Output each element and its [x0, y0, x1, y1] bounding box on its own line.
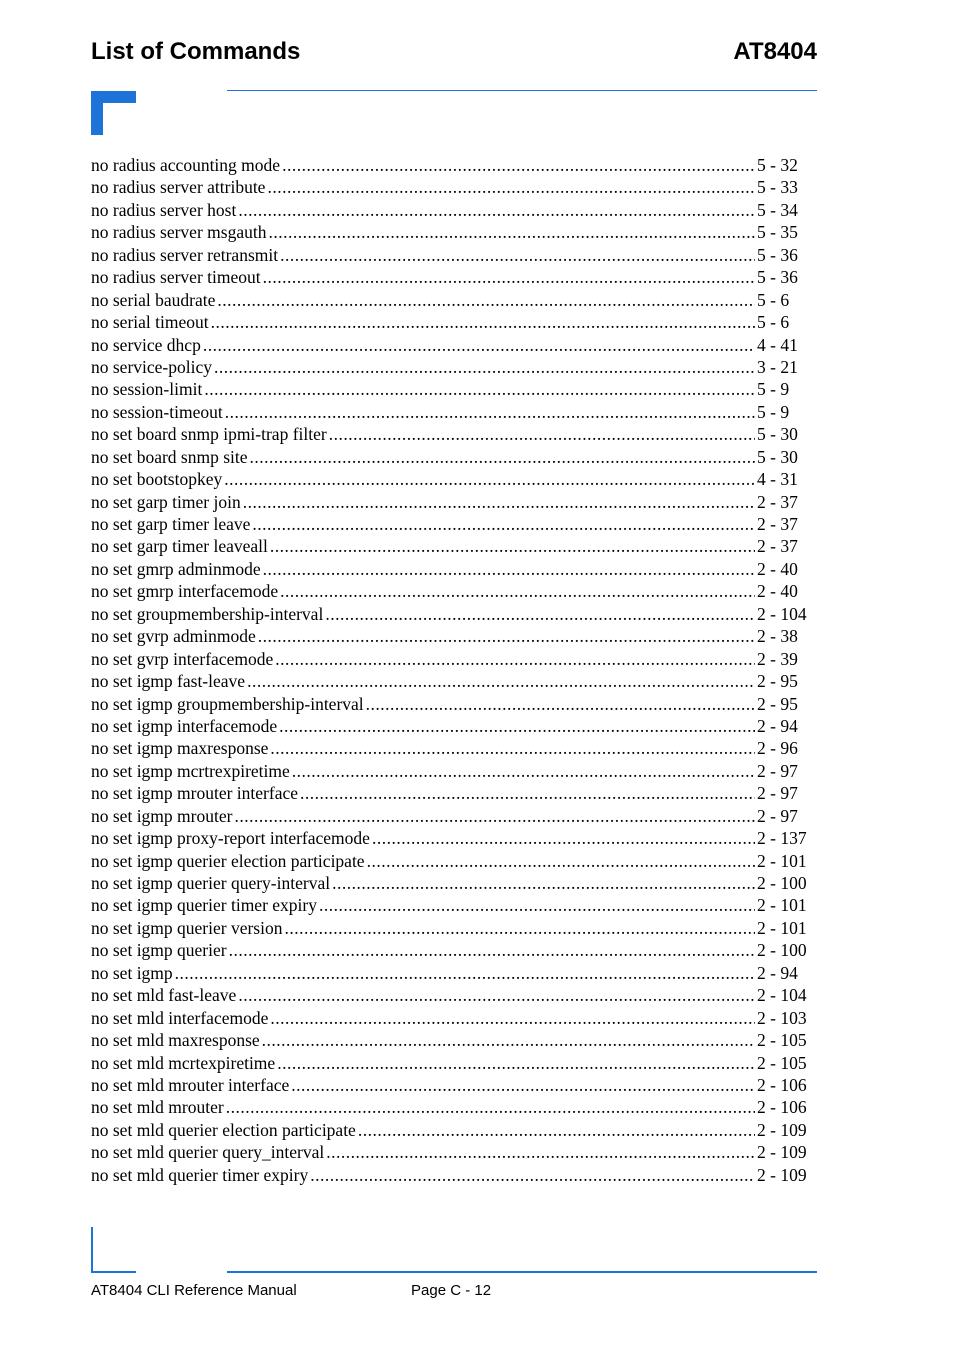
command-name: no set mld mrouter interface	[91, 1074, 290, 1095]
page-reference: 2 - 106	[757, 1097, 807, 1118]
command-name: no set board snmp site	[91, 446, 248, 467]
index-entry	[91, 760, 813, 782]
footer-corner-horizontal	[91, 1271, 136, 1273]
index-entry	[91, 1007, 813, 1029]
command-name: no set igmp fast-leave	[91, 671, 246, 692]
page-reference: 2 - 109	[757, 1164, 807, 1185]
leader-dots	[270, 535, 755, 557]
leader-dots	[234, 805, 755, 827]
page-reference: 2 - 104	[757, 985, 807, 1006]
command-name: no set mld mcrtexpiretime	[91, 1052, 276, 1073]
index-entry	[91, 491, 813, 513]
command-name: no set igmp mcrtrexpiretime	[91, 760, 290, 781]
page-reference: 5 - 30	[757, 424, 798, 445]
index-entry	[91, 1074, 813, 1096]
page-reference: 5 - 6	[757, 289, 790, 310]
index-entry	[91, 1119, 813, 1141]
product-name: AT8404	[733, 38, 817, 65]
leader-dots	[224, 468, 755, 490]
command-name: no set igmp mrouter interface	[91, 783, 299, 804]
index-entry	[91, 962, 813, 984]
command-name: no set igmp querier election participate	[91, 850, 365, 871]
leader-dots	[268, 221, 755, 243]
leader-dots	[226, 1096, 755, 1118]
page-reference: 5 - 33	[757, 177, 798, 198]
index-entry	[91, 289, 813, 311]
index-entry	[91, 401, 813, 423]
leader-dots	[250, 446, 755, 468]
index-entry	[91, 311, 813, 333]
page-reference: 2 - 97	[757, 783, 798, 804]
leader-dots	[229, 939, 755, 961]
index-entry	[91, 423, 813, 445]
leader-dots	[329, 423, 755, 445]
index-entry	[91, 378, 813, 400]
leader-dots	[332, 872, 755, 894]
index-entry	[91, 356, 813, 378]
index-entry	[91, 939, 813, 961]
leader-dots	[372, 827, 755, 849]
leader-dots	[326, 1141, 755, 1163]
index-entry	[91, 221, 813, 243]
page-reference: 2 - 39	[757, 648, 798, 669]
leader-dots	[358, 1119, 755, 1141]
page-reference: 5 - 34	[757, 199, 798, 220]
leader-dots	[258, 625, 755, 647]
command-name: no set bootstopkey	[91, 469, 223, 490]
command-name: no set mld fast-leave	[91, 985, 237, 1006]
index-entry	[91, 625, 813, 647]
leader-dots	[284, 917, 755, 939]
index-entry	[91, 580, 813, 602]
command-name: no set igmp proxy-report interfacemode	[91, 828, 370, 849]
page-reference: 2 - 94	[757, 715, 798, 736]
command-name: no set mld interfacemode	[91, 1007, 269, 1028]
leader-dots	[263, 558, 755, 580]
leader-dots	[267, 176, 755, 198]
footer-manual-title: AT8404 CLI Reference Manual	[91, 1282, 297, 1299]
corner-mark-vertical	[91, 91, 103, 135]
leader-dots	[310, 1164, 755, 1186]
leader-dots	[238, 984, 755, 1006]
page-reference: 2 - 106	[757, 1074, 807, 1095]
index-entry	[91, 648, 813, 670]
index-entry	[91, 850, 813, 872]
command-name: no radius server host	[91, 199, 237, 220]
command-name: no radius server attribute	[91, 177, 266, 198]
leader-dots	[366, 693, 755, 715]
leader-dots	[300, 782, 755, 804]
leader-dots	[238, 199, 755, 221]
page-reference: 4 - 41	[757, 334, 798, 355]
page-reference: 2 - 40	[757, 558, 798, 579]
page-reference: 2 - 37	[757, 491, 798, 512]
command-index-list	[91, 154, 813, 1186]
command-name: no radius server msgauth	[91, 222, 267, 243]
index-entry	[91, 805, 813, 827]
index-entry	[91, 693, 813, 715]
leader-dots	[214, 356, 755, 378]
page-reference: 2 - 95	[757, 693, 798, 714]
command-name: no set igmp mrouter	[91, 805, 233, 826]
index-entry	[91, 603, 813, 625]
index-entry	[91, 1096, 813, 1118]
page-reference: 5 - 30	[757, 446, 798, 467]
index-entry	[91, 334, 813, 356]
page-reference: 5 - 9	[757, 401, 790, 422]
leader-dots	[279, 715, 755, 737]
leader-dots	[291, 1074, 755, 1096]
index-entry	[91, 1164, 813, 1186]
index-entry	[91, 244, 813, 266]
command-name: no session-limit	[91, 379, 203, 400]
page-reference: 2 - 94	[757, 962, 798, 983]
index-entry	[91, 917, 813, 939]
leader-dots	[263, 266, 755, 288]
leader-dots	[292, 760, 755, 782]
footer-rule	[227, 1271, 817, 1273]
leader-dots	[211, 311, 755, 333]
command-name: no session-timeout	[91, 401, 223, 422]
command-name: no set mld mrouter	[91, 1097, 224, 1118]
leader-dots	[270, 1007, 755, 1029]
command-name: no set gmrp adminmode	[91, 558, 261, 579]
index-entry	[91, 446, 813, 468]
page-reference: 5 - 36	[757, 267, 798, 288]
command-name: no set garp timer join	[91, 491, 241, 512]
leader-dots	[325, 603, 755, 625]
page-reference: 2 - 101	[757, 917, 807, 938]
leader-dots	[243, 491, 755, 513]
command-name: no set mld maxresponse	[91, 1030, 260, 1051]
page-reference: 2 - 109	[757, 1142, 807, 1163]
page-reference: 5 - 9	[757, 379, 790, 400]
page-reference: 2 - 95	[757, 671, 798, 692]
page-reference: 5 - 35	[757, 222, 798, 243]
footer-corner-vertical	[91, 1227, 93, 1273]
leader-dots	[367, 850, 755, 872]
index-entry	[91, 1029, 813, 1051]
index-entry	[91, 154, 813, 176]
index-entry	[91, 715, 813, 737]
index-entry	[91, 176, 813, 198]
command-name: no set igmp maxresponse	[91, 738, 269, 759]
leader-dots	[280, 244, 755, 266]
page-reference: 2 - 101	[757, 850, 807, 871]
index-entry	[91, 984, 813, 1006]
command-name: no set gmrp interfacemode	[91, 581, 279, 602]
page-reference: 3 - 21	[757, 356, 798, 377]
page-reference: 2 - 97	[757, 805, 798, 826]
page-reference: 2 - 109	[757, 1119, 807, 1140]
index-entry	[91, 1052, 813, 1074]
command-name: no set gvrp adminmode	[91, 626, 256, 647]
index-entry	[91, 1141, 813, 1163]
command-name: no service-policy	[91, 356, 212, 377]
command-name: no set gvrp interfacemode	[91, 648, 274, 669]
command-name: no set garp timer leave	[91, 514, 251, 534]
leader-dots	[280, 580, 755, 602]
page-reference: 5 - 6	[757, 312, 790, 333]
leader-dots	[204, 378, 755, 400]
command-name: no serial baudrate	[91, 289, 216, 310]
command-name: no radius server timeout	[91, 267, 261, 288]
index-entry	[91, 535, 813, 557]
footer-page-number: Page C - 12	[411, 1282, 492, 1299]
leader-dots	[252, 513, 755, 535]
command-name: no set mld querier election participate	[91, 1119, 356, 1140]
index-entry	[91, 782, 813, 804]
command-name: no set igmp interfacemode	[91, 715, 278, 736]
index-entry	[91, 266, 813, 288]
command-name: no radius server retransmit	[91, 244, 279, 265]
command-name: no set igmp querier query-interval	[91, 873, 331, 893]
index-entry	[91, 872, 813, 894]
leader-dots	[270, 737, 755, 759]
header-rule	[227, 90, 817, 91]
leader-dots	[247, 670, 755, 692]
page-reference: 4 - 31	[757, 469, 798, 490]
page-reference: 2 - 37	[757, 536, 798, 557]
index-entry	[91, 513, 813, 535]
page-reference: 2 - 97	[757, 760, 798, 781]
index-entry	[91, 737, 813, 759]
index-entry	[91, 670, 813, 692]
command-name: no set mld querier query_interval	[91, 1142, 325, 1163]
page-reference: 2 - 101	[757, 895, 807, 916]
command-name: no serial timeout	[91, 312, 209, 333]
leader-dots	[175, 962, 755, 984]
page-reference: 2 - 100	[757, 873, 807, 893]
leader-dots	[225, 401, 755, 423]
page-reference: 2 - 96	[757, 738, 798, 759]
page-reference: 2 - 100	[757, 940, 807, 961]
command-name: no set groupmembership-interval	[91, 603, 324, 624]
command-name: no set garp timer leaveall	[91, 536, 268, 557]
command-name: no service dhcp	[91, 334, 201, 355]
command-name: no set igmp querier	[91, 940, 227, 961]
leader-dots	[275, 648, 755, 670]
index-entry	[91, 558, 813, 580]
leader-dots	[217, 289, 755, 311]
leader-dots	[203, 334, 755, 356]
page-reference: 2 - 137	[757, 828, 807, 849]
page-reference: 2 - 40	[757, 581, 798, 602]
leader-dots	[282, 154, 755, 176]
page-reference: 2 - 37	[757, 514, 798, 534]
page-reference: 2 - 38	[757, 626, 798, 647]
leader-dots	[277, 1052, 755, 1074]
index-entry	[91, 199, 813, 221]
command-name: no set igmp querier version	[91, 917, 283, 938]
command-name: no set igmp querier timer expiry	[91, 895, 317, 916]
page-reference: 2 - 105	[757, 1030, 807, 1051]
index-entry	[91, 468, 813, 490]
leader-dots	[319, 894, 755, 916]
command-name: no radius accounting mode	[91, 155, 281, 175]
page-reference: 5 - 32	[757, 155, 798, 175]
command-name: no set igmp	[91, 962, 173, 983]
index-entry	[91, 827, 813, 849]
page-reference: 5 - 36	[757, 244, 798, 265]
command-name: no set mld querier timer expiry	[91, 1164, 309, 1185]
page-reference: 2 - 104	[757, 603, 807, 624]
command-name: no set igmp groupmembership-interval	[91, 693, 364, 714]
page-reference: 2 - 105	[757, 1052, 807, 1073]
command-name: no set board snmp ipmi-trap filter	[91, 424, 327, 445]
index-entry	[91, 894, 813, 916]
page-title: List of Commands	[91, 38, 301, 65]
page-reference: 2 - 103	[757, 1007, 807, 1028]
leader-dots	[262, 1029, 755, 1051]
